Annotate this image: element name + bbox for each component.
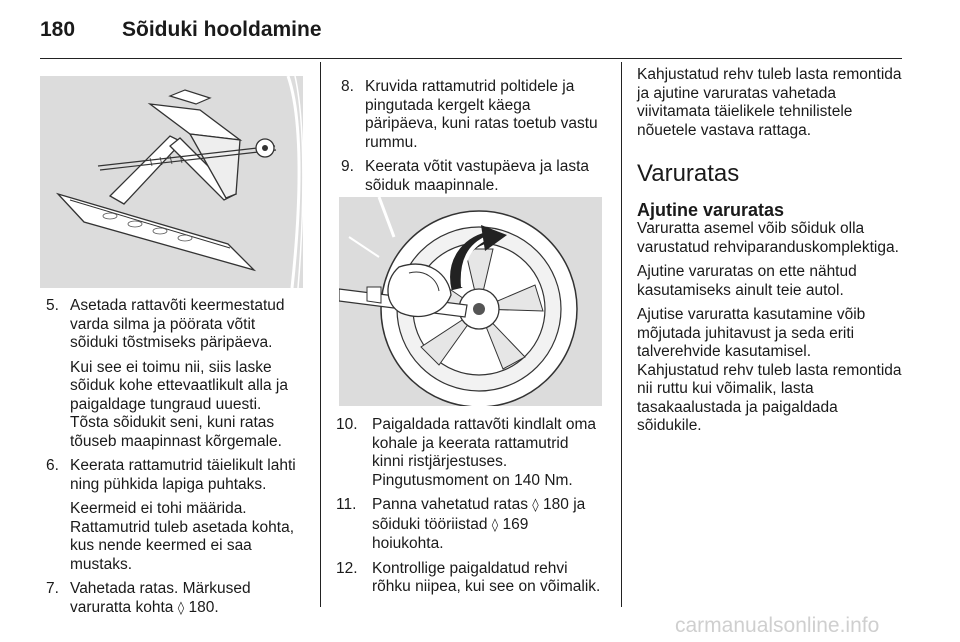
scissor-jack-icon bbox=[40, 76, 303, 288]
page-title: Sõiduki hooldamine bbox=[122, 18, 322, 41]
paragraph: Kahjustatud rehv tuleb lasta remontida nii ruttu kui võimalik, lasta tasakaalustada ja paigaldada sõidukile. bbox=[637, 361, 902, 434]
reference-arrow-icon: ◊ bbox=[491, 517, 499, 533]
column-divider-1 bbox=[320, 62, 321, 607]
scissor-jack-illustration bbox=[40, 76, 303, 288]
list-item: 10. Paigaldada rattavõti kindlalt oma kohale ja keerata rattamutrid kinni ristjärjestuses. Pingutusmoment on 140 Nm. bbox=[336, 416, 597, 489]
section-heading: Varuratas bbox=[637, 160, 740, 187]
list-item: 11. Panna vahetatud ratas ◊ 180 ja sõiduki tööriistad ◊ 169 hoiukohta. bbox=[336, 496, 586, 552]
subsection-heading: Ajutine varuratas bbox=[637, 200, 785, 220]
list-item: 9. Keerata võtit vastupäeva ja lasta sõiduk maapinnale. bbox=[341, 158, 590, 194]
paragraph: Ajutise varuratta kasutamine võib mõjutada juhitavust ja seda eriti talverehvide kasutamisel. bbox=[637, 306, 866, 360]
page-number: 180 bbox=[40, 18, 76, 41]
paragraph: Varuratta asemel võib sõiduk olla varustatud rehviparanduskomplektiga. bbox=[637, 220, 899, 256]
paragraph: Ajutine varuratas on ette nähtud kasutamiseks ainult teie autol. bbox=[637, 263, 857, 299]
list-item: 12. Kontrollige paigaldatud rehvi rõhku niipea, kui see on võimalik. bbox=[336, 559, 601, 595]
column-divider-2 bbox=[621, 62, 622, 607]
wheel-illustration bbox=[339, 197, 602, 406]
header-rule bbox=[40, 58, 902, 59]
paragraph: Kahjustatud rehv tuleb lasta remontida ja ajutine varuratas vahetada viivitamata täielikele tehnilistele nõuetele vastava rattaga. bbox=[637, 66, 902, 139]
list-item: 8. Kruvida rattamutrid poltidele ja pingutada kergelt käega päripäeva, kuni ratas toetub vastu rummu. bbox=[341, 78, 598, 151]
column-3 bbox=[637, 66, 905, 442]
list-item: 6. Keerata rattamutrid täielikult lahti ning pühkida lapiga puhtaks. Keermeid ei tohi määrida. Rattamutrid tuleb asetada kohta, kus nende keermed ei saa mustaks. bbox=[46, 457, 296, 573]
list-item: 7. Vahetada ratas. Märkused varuratta kohta ◊ 180. bbox=[46, 580, 251, 616]
reference-arrow-icon: ◊ bbox=[177, 600, 185, 616]
watermark: carmanualsonline.info bbox=[675, 614, 880, 637]
reference-arrow-icon: ◊ bbox=[532, 498, 539, 513]
list-item: 5. Asetada rattavõti keermestatud varda silma ja pöörata võtit sõiduki tõstmiseks päripäeva. Kui see ei toimu nii, siis laske sõiduk kohe ettevaatlikult alla ja paigaldage tungraud uuesti. Tõsta sõidukit seni, kuni ratas tõuseb maapinnast kõrgemale. bbox=[46, 297, 288, 450]
wheel-lug-nut-icon bbox=[339, 197, 602, 406]
steps-list-col1 bbox=[46, 297, 303, 624]
steps-list-col2-bottom bbox=[336, 416, 604, 603]
steps-list-col2-top bbox=[341, 78, 603, 201]
